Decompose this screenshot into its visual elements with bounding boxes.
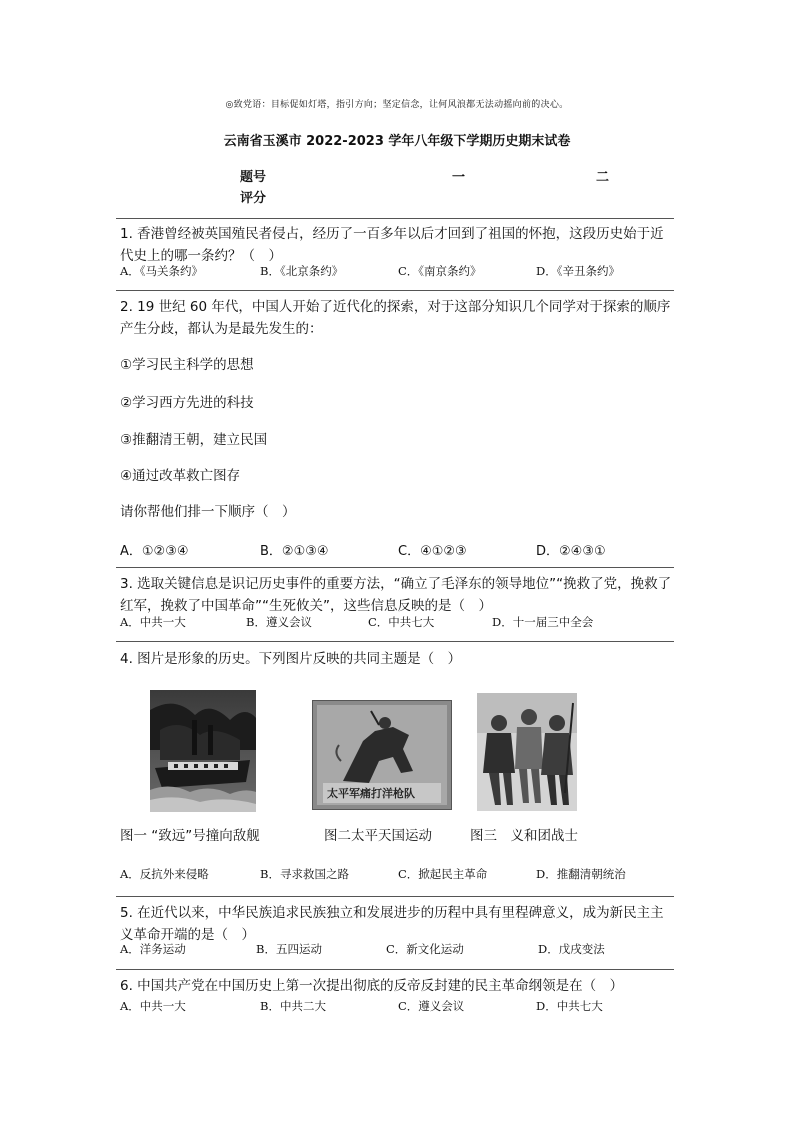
option-a: A．反抗外来侵略	[120, 867, 209, 881]
question-divider	[116, 567, 674, 568]
option-a: A．中共一大	[120, 999, 186, 1013]
option-b: B．②①③④	[260, 544, 329, 559]
question-divider	[116, 218, 674, 219]
option-a: A．中共一大	[120, 615, 186, 629]
option-d: D．推翻清朝统治	[536, 867, 626, 881]
score-col-2: 二	[596, 170, 610, 185]
question-text: 4. 图片是形象的历史。下列图片反映的共同主题是（ ）	[120, 651, 462, 667]
option-d: D．十一届三中全会	[492, 615, 594, 629]
score-col-1: 一	[452, 170, 466, 185]
option-c: C．④①②③	[398, 544, 467, 559]
image-caption-2: 图二太平天国运动	[324, 828, 432, 844]
statement-item: ③推翻清王朝，建立民国	[120, 432, 268, 448]
painting-caption-text: 太平军痛打洋枪队	[327, 787, 415, 800]
image-caption-3: 图三 义和团战士	[470, 828, 578, 844]
question-divider	[116, 896, 674, 897]
option-a: A．洋务运动	[120, 942, 186, 956]
option-a: A．《马关条约》	[120, 264, 204, 278]
question-text: 3. 选取关键信息是识记历史事件的重要方法，“确立了毛泽东的领导地位”“挽救了党，挽救了红军，挽救了中国革命”“生死攸关”，这些信息反映的是（ ）	[120, 576, 672, 614]
option-b: B．《北京条约》	[260, 264, 344, 278]
option-b: B．五四运动	[256, 942, 322, 956]
image-caption-1: 图一 “致远”号撞向敌舰	[120, 828, 260, 844]
option-c: C．中共七大	[368, 615, 435, 629]
option-b: B．寻求救国之路	[260, 867, 349, 881]
question-text: 5. 在近代以来，中华民族追求民族独立和发展进步的历程中具有里程碑意义，成为新民主主义革命开端的是（ ）	[120, 905, 664, 943]
option-d: D．中共七大	[536, 999, 603, 1013]
option-d: D．②④③①	[536, 544, 606, 559]
question-prompt: 请你帮他们排一下顺序（ ）	[120, 504, 296, 520]
taiping-painting-image	[312, 700, 452, 810]
zhiyuan-ship-image	[150, 690, 256, 812]
question-divider	[116, 969, 674, 970]
exam-title: 云南省玉溪市 2022-2023 学年八年级下学期历史期末试卷	[223, 134, 571, 149]
question-text: 6. 中国共产党在中国历史上第一次提出彻底的反帝反封建的民主革命纲领是在（ ）	[120, 978, 624, 994]
score-row-label: 评分	[240, 191, 267, 206]
option-b: B．遵义会议	[246, 615, 312, 629]
statement-item: ④通过改革救亡图存	[120, 468, 241, 484]
question-text: 1. 香港曾经被英国殖民者侵占，经历了一百多年以后才回到了祖国的怀抱，这段历史始于近代史上的哪一条约？（ ）	[120, 226, 664, 264]
question-divider	[116, 641, 674, 642]
statement-item: ①学习民主科学的思想	[120, 357, 254, 373]
statement-item: ②学习西方先进的科技	[120, 395, 254, 411]
option-c: C．《南京条约》	[398, 264, 482, 278]
option-c: C．新文化运动	[386, 942, 464, 956]
option-a: A．①②③④	[120, 544, 189, 559]
motto-text: ◎致党语：目标促如灯塔，指引方向；坚定信念，让何风浪都无法动摇向前的决心。	[225, 100, 569, 110]
boxer-fighters-image	[477, 693, 577, 811]
option-c: C．掀起民主革命	[398, 867, 488, 881]
option-c: C．遵义会议	[398, 999, 465, 1013]
option-d: D．《辛丑条约》	[536, 264, 620, 278]
score-header-label: 题号	[240, 170, 267, 185]
question-text: 2. 19 世纪 60 年代，中国人开始了近代化的探索，对于这部分知识几个同学对于探索的顺序产生分歧，都认为是最先发生的：	[120, 299, 671, 337]
question-divider	[116, 290, 674, 291]
option-b: B．中共二大	[260, 999, 326, 1013]
option-d: D．戊戌变法	[538, 942, 605, 956]
